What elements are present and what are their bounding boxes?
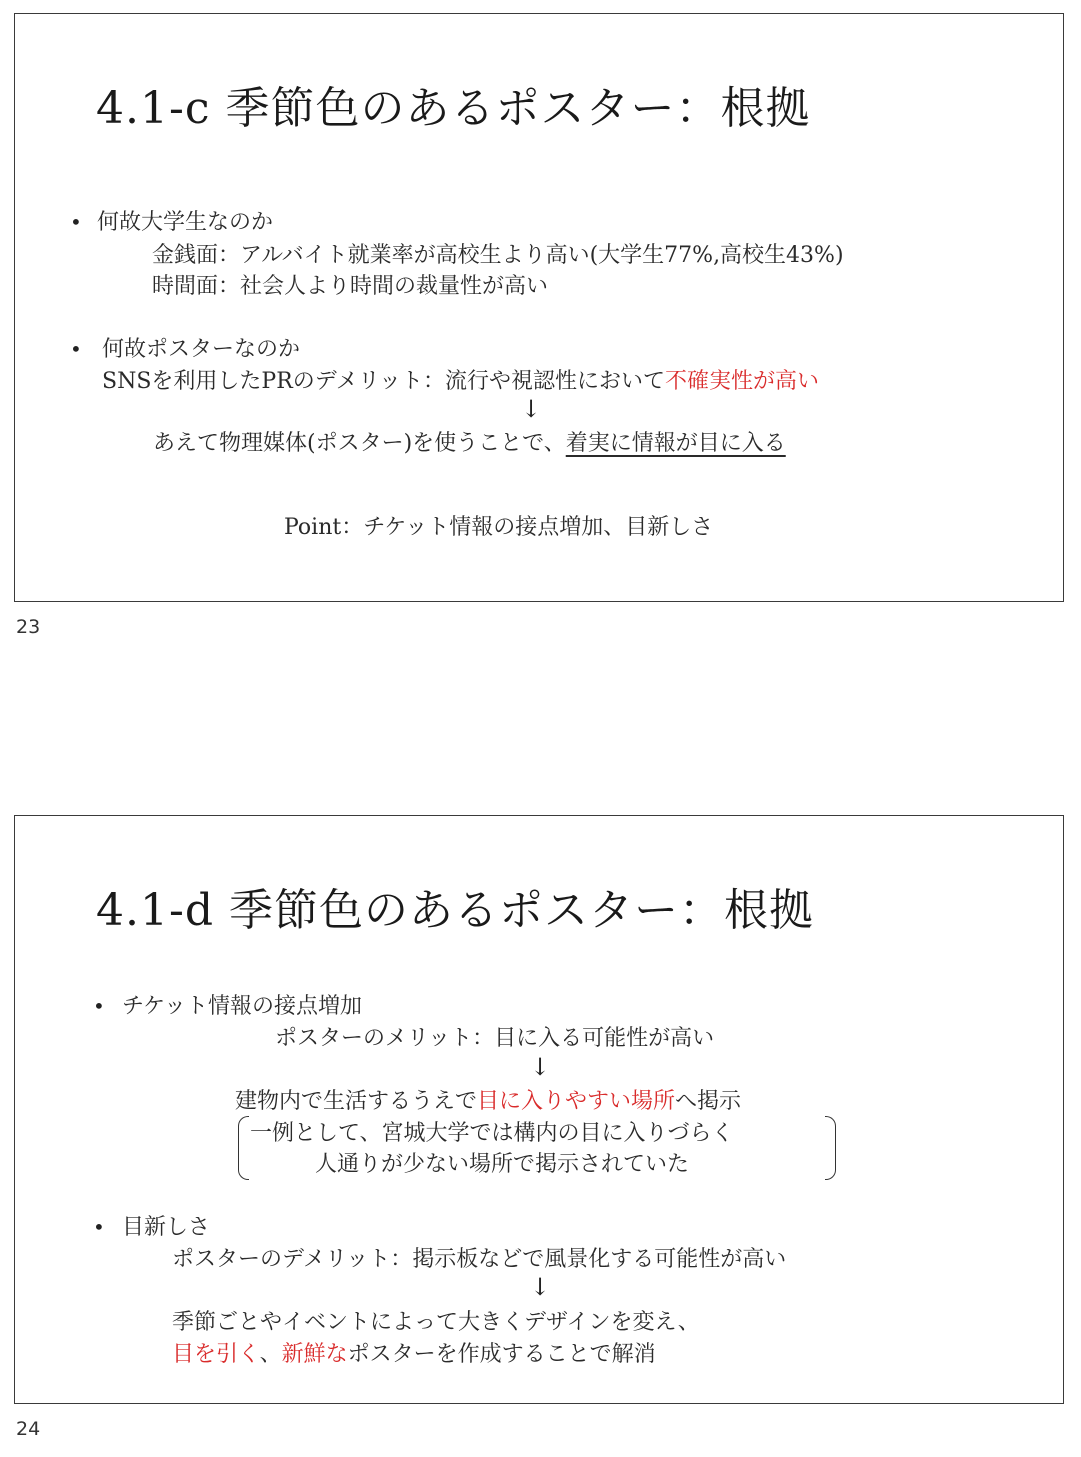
bullet-dot: •: [93, 994, 105, 1018]
example-line: 人通りが少ない場所で掲示されていた: [315, 1152, 690, 1177]
money-reason: 金銭面：アルバイト就業率が高校生より高い(大学生77%,高校生43%): [152, 243, 844, 268]
down-arrow-icon: ↓: [530, 1053, 551, 1081]
slide-title: 4.1-d 季節色のあるポスター：根拠: [96, 885, 814, 936]
bullet-heading: 目新しさ: [122, 1215, 211, 1240]
example-line: 一例として、宮城大学では構内の目に入りづらく: [250, 1121, 734, 1146]
down-arrow-icon: ↓: [521, 395, 542, 423]
poster-merit: ポスターのメリット：目に入る可能性が高い: [275, 1026, 715, 1051]
left-bracket: [238, 1116, 249, 1180]
poster-solution: あえて物理媒体(ポスター)を使うことで、着実に情報が目に入る: [153, 431, 786, 456]
time-reason: 時間面：社会人より時間の裁量性が高い: [152, 274, 549, 299]
point-summary: Point：チケット情報の接点増加、目新しさ: [284, 515, 714, 540]
bullet-dot: •: [93, 1215, 105, 1239]
bullet-heading: チケット情報の接点増加: [122, 994, 363, 1019]
bullet-heading: 何故大学生なのか: [97, 210, 274, 235]
sns-demerit: SNSを利用したPRのデメリット：流行や視認性において不確実性が高い: [102, 369, 820, 394]
bullet-heading: 何故ポスターなのか: [102, 337, 301, 362]
posting-location: 建物内で生活するうえで目に入りやすい場所へ掲示: [235, 1089, 742, 1114]
bullet-dot: •: [70, 210, 82, 234]
fresh-poster: 目を引く、新鮮なポスターを作成することで解消: [172, 1342, 656, 1367]
slide-title: 4.1-c 季節色のあるポスター：根拠: [96, 83, 811, 134]
page-number: 23: [16, 616, 41, 638]
bullet-dot: •: [70, 337, 82, 361]
page-number: 24: [16, 1418, 41, 1440]
down-arrow-icon: ↓: [530, 1273, 551, 1301]
poster-demerit: ポスターのデメリット：掲示板などで風景化する可能性が高い: [172, 1247, 787, 1272]
design-change: 季節ごとやイベントによって大きくデザインを変え、: [172, 1310, 700, 1335]
right-bracket: [825, 1116, 836, 1180]
